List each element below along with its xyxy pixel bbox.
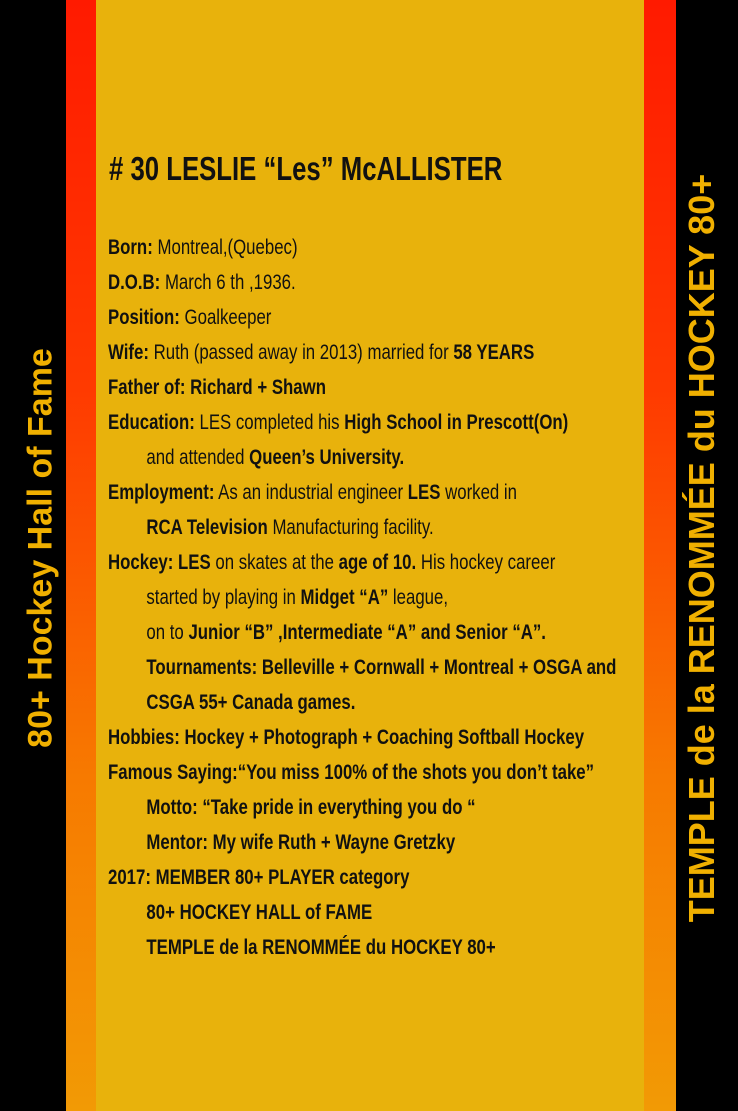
member-text-2: 80+ HOCKEY HALL of FAME bbox=[146, 901, 373, 924]
motto-text: Motto: “Take pride in everything you do “ bbox=[146, 796, 476, 819]
hockey-levels: Junior “B” ,Intermediate “A” and Senior “A”. bbox=[188, 621, 546, 644]
dob-line bbox=[108, 265, 620, 300]
dob-value: March 6 th ,1936. bbox=[164, 271, 296, 294]
hockey-line-3 bbox=[108, 615, 620, 650]
tournaments-text-1: Tournaments: Belleville + Cornwall + Montreal + OSGA and bbox=[146, 656, 617, 679]
education-university: Queen’s University. bbox=[249, 446, 405, 469]
education-school: High School in Prescott(On) bbox=[344, 411, 569, 434]
mentor-text: Mentor: My wife Ruth + Wayne Gretzky bbox=[146, 831, 456, 854]
hockey-midget: Midget “A” bbox=[300, 586, 389, 609]
employment-text-1: As an industrial engineer bbox=[218, 481, 404, 504]
left-vertical-title: 80+ Hockey Hall of Fame bbox=[21, 348, 60, 748]
education-text-1: LES completed his bbox=[199, 411, 340, 434]
right-vertical-title: TEMPLE de la RENOMMÉE du HOCKEY 80+ bbox=[681, 173, 722, 923]
employment-text-3: Manufacturing facility. bbox=[272, 516, 434, 539]
mentor-line bbox=[108, 825, 620, 860]
employment-line-1 bbox=[108, 475, 620, 510]
position-value: Goalkeeper bbox=[184, 306, 272, 329]
member-line-2 bbox=[108, 895, 620, 930]
dob-label: D.O.B: bbox=[108, 271, 161, 294]
employment-label: Employment: bbox=[108, 481, 215, 504]
tournaments-text-2: CSGA 55+ Canada games. bbox=[146, 691, 356, 714]
tournaments-line-1 bbox=[108, 650, 620, 685]
position-label: Position: bbox=[108, 306, 180, 329]
employment-les: LES bbox=[407, 481, 441, 504]
member-text-1: 2017: MEMBER 80+ PLAYER category bbox=[108, 866, 410, 889]
hockey-line-2 bbox=[108, 580, 620, 615]
motto-line bbox=[108, 790, 620, 825]
tournaments-line-2 bbox=[108, 685, 620, 720]
member-line-3 bbox=[108, 930, 620, 965]
famous-saying-line bbox=[108, 755, 620, 790]
hockey-line-1 bbox=[108, 545, 620, 580]
father-label: Father of: bbox=[108, 376, 186, 399]
father-value: Richard + Shawn bbox=[190, 376, 326, 399]
hockey-text-1: on skates at the bbox=[215, 551, 334, 574]
education-label: Education: bbox=[108, 411, 195, 434]
hockey-label: Hockey: bbox=[108, 551, 174, 574]
hockey-text-2: His hockey career bbox=[420, 551, 556, 574]
hockey-les: LES bbox=[178, 551, 211, 574]
born-line bbox=[108, 230, 620, 265]
employment-text-2: worked in bbox=[445, 481, 518, 504]
hobbies-text: Hobbies: Hockey + Photograph + Coaching Softball Hockey bbox=[108, 726, 585, 749]
famous-saying-text: Famous Saying:“You miss 100% of the shots you don’t take” bbox=[108, 761, 595, 784]
born-label: Born: bbox=[108, 236, 153, 259]
education-line-2 bbox=[108, 440, 620, 475]
hobbies-line bbox=[108, 720, 620, 755]
hockey-age: age of 10. bbox=[338, 551, 417, 574]
member-line-1 bbox=[108, 860, 620, 895]
hockey-text-4: league, bbox=[392, 586, 449, 609]
position-line bbox=[108, 300, 620, 335]
member-text-3: TEMPLE de la RENOMMÉE du HOCKEY 80+ bbox=[146, 936, 496, 959]
left-gradient-stripe bbox=[66, 0, 96, 1111]
wife-years: 58 YEARS bbox=[453, 341, 535, 364]
employment-rca: RCA Television bbox=[146, 516, 268, 539]
player-title: # 30 LESLIE “Les” McALLISTER bbox=[109, 150, 503, 187]
wife-label: Wife: bbox=[108, 341, 149, 364]
born-value: Montreal,(Quebec) bbox=[157, 236, 298, 259]
wife-line bbox=[108, 335, 620, 370]
father-line bbox=[108, 370, 620, 405]
employment-line-2 bbox=[108, 510, 620, 545]
hockey-text-3: started by playing in bbox=[146, 586, 296, 609]
education-line-1 bbox=[108, 405, 620, 440]
player-bio bbox=[108, 230, 620, 965]
right-gradient-stripe bbox=[644, 0, 676, 1111]
education-text-2: and attended bbox=[146, 446, 245, 469]
hockey-text-5: on to bbox=[146, 621, 184, 644]
wife-value: Ruth (passed away in 2013) married for bbox=[153, 341, 449, 364]
